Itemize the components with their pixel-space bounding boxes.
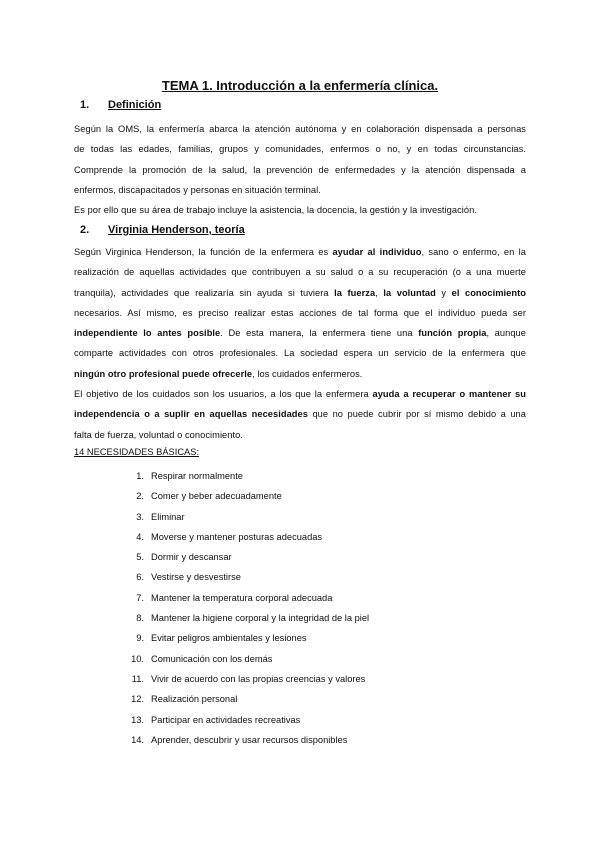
list-item-text: Moverse y mantener posturas adecuadas <box>151 531 323 542</box>
list-item <box>124 649 369 669</box>
list-item-number: 3. <box>136 511 144 522</box>
list-item-text: Comer y beber adecuadamente <box>151 491 282 502</box>
list-item-number: 5. <box>136 552 144 563</box>
bold-run: el conocimiento <box>451 287 526 298</box>
section-title: Virginia Henderson, teoría <box>108 224 245 236</box>
paragraph-line <box>74 323 526 343</box>
section-title: Definición <box>108 99 162 111</box>
list-item-text: Dormir y descansar <box>151 552 232 563</box>
list-item <box>124 547 369 567</box>
bold-run: la voluntad <box>383 287 436 298</box>
list-item-text: Evitar peligros ambientales y lesiones <box>151 633 307 644</box>
list-item-number: 13. <box>131 714 144 725</box>
bold-run: independencia o a suplir en aquellas necesidades <box>74 409 308 420</box>
list-item <box>124 567 369 587</box>
list-item <box>124 507 369 527</box>
list-item-text: Vivir de acuerdo con las propias creencias y valores <box>151 673 366 684</box>
list-item-text: Respirar normalmente <box>151 471 243 481</box>
bold-run: ayudar al individuo <box>332 247 422 257</box>
text-run: El objetivo de los cuidados son los usuarios, a los que la enfermera <box>74 389 373 400</box>
paragraph-line <box>74 404 526 424</box>
list-item <box>124 466 369 486</box>
list-item-text: Aprender, descubrir y usar recursos disponibles <box>151 734 348 745</box>
text-run: tranquila), actividades que realizaría sin ayuda si tuviera <box>74 287 335 298</box>
needs-list <box>124 466 369 750</box>
text-run: , aunque <box>486 328 526 339</box>
bold-run: función propia <box>418 328 487 339</box>
text-run: que no puede cubrir por sí mismo debido a una <box>307 409 526 420</box>
list-item-number: 9. <box>136 633 144 644</box>
section-number: 1. <box>80 99 90 111</box>
list-item-text: Mantener la higiene corporal y la integridad de la piel <box>151 613 370 624</box>
list-item-number: 10. <box>131 653 144 664</box>
section-heading-henderson <box>80 224 245 236</box>
list-item <box>124 689 369 709</box>
list-item-text: Eliminar <box>151 511 185 522</box>
bold-run: independiente lo antes posible <box>74 328 221 339</box>
list-item <box>124 527 369 547</box>
text-run: Según Virginica Henderson, la función de la enfermera es <box>74 247 333 257</box>
bold-run: ayuda a recuperar o mantener su <box>372 389 526 400</box>
page-title: TEMA 1. Introducción a la enfermería clínica. <box>161 78 439 93</box>
paragraph-line: de todas las edades, familias, grupos y comunidades, enfermos o no, y en todas circunstancias. <box>74 144 526 155</box>
list-item-number: 12. <box>131 694 144 705</box>
paragraph-line: Según la OMS, la enfermería abarca la atención autónoma y en colaboración dispensada a personas <box>74 124 526 134</box>
henderson-paragraph <box>74 242 526 445</box>
paragraph-line: comparte actividades con otros profesionales. La sociedad espera un servicio de la enfermera que <box>74 348 526 359</box>
list-item-number: 2. <box>136 491 144 502</box>
text-run: , sano o enfermo, en la <box>421 247 526 257</box>
definition-paragraph <box>74 119 526 220</box>
list-item <box>124 486 369 506</box>
list-item <box>124 730 369 750</box>
bold-run: ningún otro profesional puede ofrecerle <box>74 368 253 379</box>
paragraph-line: enfermos, discapacitados y personas en situación terminal. <box>74 184 321 195</box>
list-item <box>124 608 369 628</box>
paragraph-line: realización de aquellas actividades que contribuyen a su salud o a su recuperación (o a una muerte <box>74 267 526 278</box>
list-item <box>124 669 369 689</box>
paragraph-line <box>74 364 526 384</box>
list-item-number: 11. <box>131 673 144 684</box>
section-number: 2. <box>80 224 90 236</box>
text-run: , <box>375 287 384 298</box>
paragraph-line: Es por ello que su área de trabajo incluye la asistencia, la docencia, la gestión y la investigación. <box>74 205 477 216</box>
paragraph-line <box>74 283 526 303</box>
list-item-text: Mantener la temperatura corporal adecuada <box>151 592 333 603</box>
text-run: . De esta manera, la enfermera tiene una <box>220 328 419 339</box>
text-run: y <box>435 287 452 298</box>
paragraph-line: necesarios. Así mismo, es preciso realizar estas acciones de tal forma que el individuo pueda ser <box>74 307 526 318</box>
paragraph-line <box>74 242 526 262</box>
bold-run: la fuerza <box>334 287 376 298</box>
list-item <box>124 710 369 730</box>
paragraph-line: falta de fuerza, voluntad o conocimiento. <box>74 429 243 440</box>
text-run: , los cuidados enfermeros. <box>252 368 363 379</box>
list-item-number: 14. <box>131 734 144 745</box>
needs-heading: 14 NECESIDADES BÁSICAS: <box>74 447 200 457</box>
list-item-number: 1. <box>136 471 144 481</box>
section-heading-definicion <box>80 99 161 111</box>
list-item-number: 7. <box>136 592 144 603</box>
list-item-text: Vestirse y desvestirse <box>151 572 241 583</box>
paragraph-line <box>74 384 526 404</box>
list-item-text: Comunicación con los demás <box>151 653 273 664</box>
list-item <box>124 628 369 648</box>
list-item-text: Realización personal <box>151 694 238 705</box>
list-item-number: 6. <box>136 572 144 583</box>
list-item <box>124 588 369 608</box>
list-item-number: 8. <box>136 613 144 624</box>
list-item-text: Participar en actividades recreativas <box>151 714 301 725</box>
list-item-number: 4. <box>136 531 144 542</box>
paragraph-line: Comprende la promoción de la salud, la prevención de enfermedades y la atención dispensada a <box>74 164 526 175</box>
